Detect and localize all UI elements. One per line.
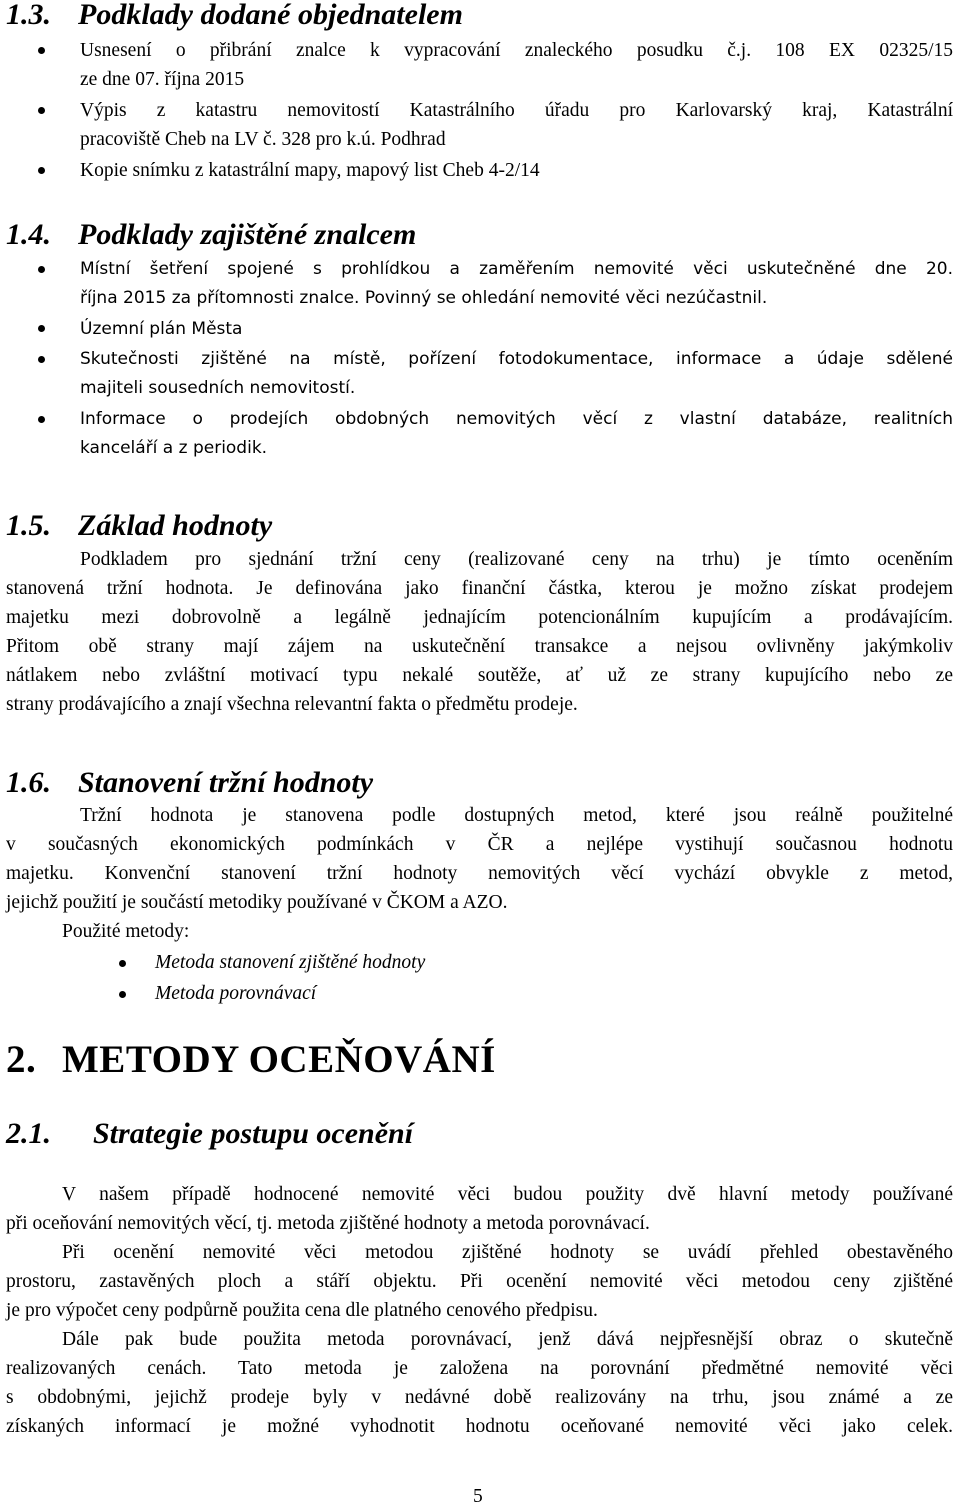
bullet-icon — [38, 356, 45, 363]
paragraph-line: v současných ekonomických podmínkách v ČR a nejlépe vystihují současnou hodnotu — [6, 834, 953, 855]
heading-number: 1.5. — [6, 509, 51, 542]
paragraph-line: Při ocenění nemovité věci metodou zjištěné hodnoty se uvádí přehled obestavěného — [62, 1242, 953, 1263]
paragraph-line: jejichž použití je součástí metodiky používané v ČKOM a AZO. — [6, 892, 508, 913]
paragraph-line: Dále pak bude použita metoda porovnávací, jenž dává nejpřesnější obraz o skutečně — [62, 1329, 953, 1350]
heading-title: Základ hodnoty — [78, 509, 273, 542]
paragraph-line: stanovená tržní hodnota. Je definována jako finanční částka, kterou je možno získat prodejem — [6, 578, 953, 599]
paragraph-line: při oceňování nemovitých věcí, tj. metoda zjištěné hodnoty a metoda porovnávací. — [6, 1213, 650, 1234]
bullet-icon — [38, 47, 45, 54]
paragraph-line: Podkladem pro sjednání tržní ceny (realizované ceny na trhu) je tímto oceněním — [80, 549, 953, 570]
bullet-icon — [38, 107, 45, 114]
list-item-line: Informace o prodejích obdobných nemovitých věcí z vlastní databáze, realitních — [80, 409, 953, 429]
heading-1-5 — [6, 509, 272, 543]
heading-number: 1.3. — [6, 0, 51, 31]
page-number: 5 — [473, 1486, 483, 1507]
paragraph-line: s obdobnými, jejichž prodeje byly v nedávné době realizovány na trhu, jsou známé a ze — [6, 1387, 953, 1408]
paragraph-line: majetku. Konvenční stanovení tržní hodnoty nemovitých věcí vychází obvykle z metod, — [6, 863, 953, 884]
paragraph-line: strany prodávajícího a znají všechna relevantní fakta o předmětu prodeje. — [6, 694, 578, 715]
paragraph-line: majetku mezi dobrovolně a legálně jednajícím potencionálním kupujícím a prodávajícím. — [6, 607, 953, 628]
list-item-line: majiteli sousedních nemovitostí. — [80, 378, 356, 398]
heading-number: 2.1. — [6, 1117, 51, 1150]
bullet-icon — [38, 167, 45, 174]
heading-title: Podklady dodané objednatelem — [78, 0, 463, 31]
heading-number: 1.4. — [6, 218, 51, 251]
list-item-line: Výpis z katastru nemovitostí Katastrálního úřadu pro Karlovarský kraj, Katastrální — [80, 100, 953, 121]
paragraph-line: Tržní hodnota je stanovena podle dostupných metod, které jsou reálně použitelné — [80, 805, 953, 826]
paragraph-line: je pro výpočet ceny podpůrně použita cena dle platného cenového předpisu. — [6, 1300, 598, 1321]
list-item-line: Skutečnosti zjištěné na místě, pořízení fotodokumentace, informace a údaje sdělené — [80, 349, 953, 369]
paragraph-line: prostoru, zastavěných ploch a stáří objektu. Při ocenění nemovité věci metodou ceny zjištěné — [6, 1271, 953, 1292]
list-item-line: Kopie snímku z katastrální mapy, mapový list Cheb 4-2/14 — [80, 160, 540, 181]
chapter-heading-2 — [6, 1038, 496, 1082]
paragraph-line: realizovaných cenách. Tato metoda je založena na porovnání předmětné nemovité věci — [6, 1358, 953, 1379]
heading-number: 1.6. — [6, 766, 51, 799]
list-item-line: Územní plán Města — [80, 319, 243, 339]
list-item-line: Usnesení o přibrání znalce k vypracování znaleckého posudku č.j. 108 EX 02325/15 — [80, 40, 953, 61]
heading-title: Stanovení tržní hodnoty — [78, 766, 374, 799]
paragraph-line: získaných informací je možné vyhodnotit hodnotu oceňované nemovité věci jako celek. — [6, 1416, 953, 1437]
bullet-icon — [119, 960, 126, 967]
method-item: Metoda porovnávací — [155, 983, 317, 1004]
methods-label: Použité metody: — [62, 921, 190, 942]
bullet-icon — [38, 325, 45, 332]
paragraph-line: V našem případě hodnocené nemovité věci budou použity dvě hlavní metody používané — [62, 1184, 953, 1205]
paragraph-line: nátlakem nebo zvláštní motivací typu nekalé soutěže, ať už ze strany kupujícího nebo ze — [6, 665, 953, 686]
list-item-line: Místní šetření spojené s prohlídkou a zaměřením nemovité věci uskutečněné dne 20. — [80, 259, 953, 279]
paragraph-line: Přitom obě strany mají zájem na uskutečnění transakce a nejsou ovlivněny jakýmkoliv — [6, 636, 953, 657]
list-item-line: října 2015 za přítomnosti znalce. Povinný se ohledání nemovité věci nezúčastnil. — [80, 288, 768, 308]
bullet-icon — [38, 416, 45, 423]
heading-title: Strategie postupu ocenění — [93, 1117, 414, 1150]
heading-1-4 — [6, 218, 416, 252]
heading-1-3 — [6, 0, 463, 32]
list-item-line: kanceláří a z periodik. — [80, 438, 268, 458]
heading-title: Podklady zajištěné znalcem — [78, 218, 417, 251]
list-item-line: pracoviště Cheb na LV č. 328 pro k.ú. Podhrad — [80, 129, 446, 150]
method-item: Metoda stanovení zjištěné hodnoty — [155, 952, 426, 973]
heading-2-1 — [6, 1117, 413, 1151]
heading-number: 2. — [6, 1038, 37, 1081]
heading-title: METODY OCEŇOVÁNÍ — [62, 1038, 496, 1081]
bullet-icon — [119, 991, 126, 998]
bullet-icon — [38, 266, 45, 273]
list-item-line: ze dne 07. října 2015 — [80, 69, 245, 90]
heading-1-6 — [6, 766, 373, 800]
